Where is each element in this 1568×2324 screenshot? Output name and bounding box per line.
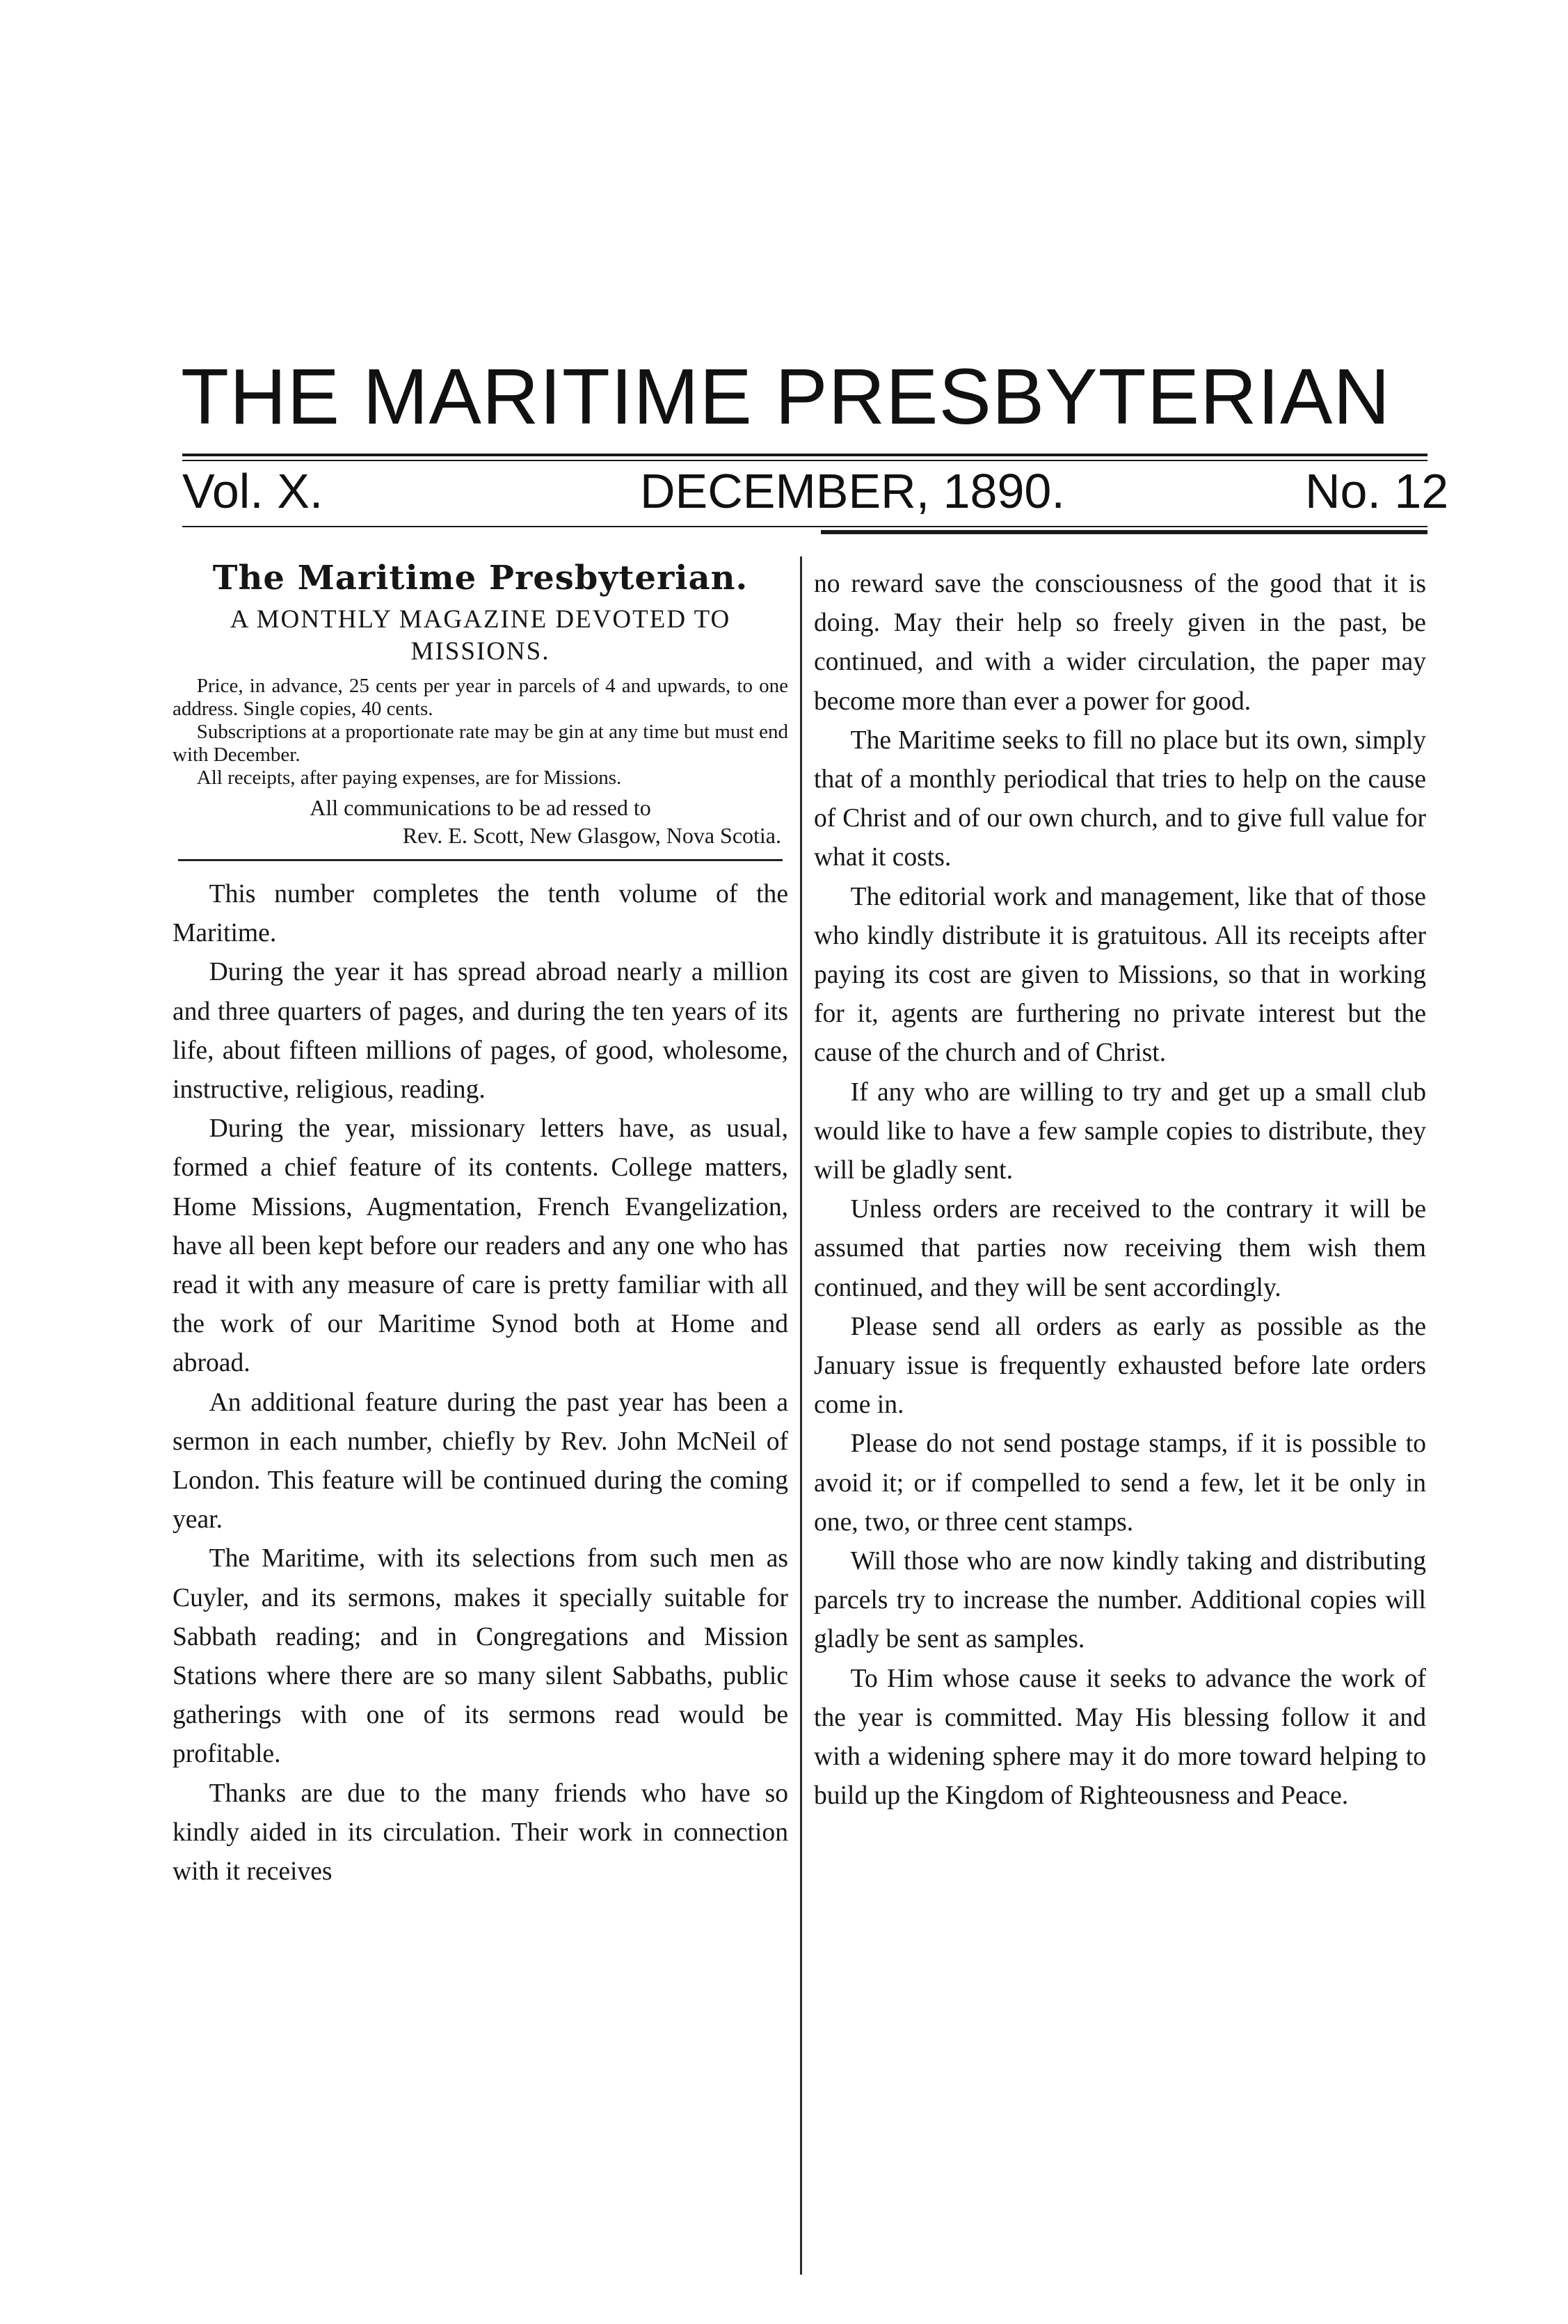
left-paragraph: During the year, missionary letters have, as usual, formed a chief feature of its contents. College matters, Home Missions, Augmentation, French Evangelization, have all been kept before our readers and any one who has read it with any measure of care is pretty familiar with all the work of our Maritime Synod both at Home and abroad. [173,1114,788,1378]
column-divider [800,556,802,2275]
info-box-rule [178,859,783,861]
left-paragraph: The Maritime, with its selections from such men as Cuyler, and its sermons, makes it specially suitable for Sabbath reading; and in Congregations and Mission Stations where there are so many silent Sabbaths, public gatherings with one of its sermons read would be profitable. [173,1544,788,1769]
masthead-title: THE MARITIME PRESBYTERIAN [181,353,1391,440]
issue-date: DECEMBER, 1890. [640,464,1065,518]
right-paragraph: Unless orders are received to the contrary it will be assumed that parties now receiving them wish them continued, and they will be sent accordingly. [814,1195,1426,1302]
left-paragraph: An additional feature during the past year has been a sermon in each number, chiefly by Rev. John McNeil of London. This feature will be continued during the coming year. [173,1388,788,1534]
right-paragraph: The editorial work and management, like that of those who kindly distribute it is gratuitous. All its receipts after paying its cost are given to Missions, so that in working for it, agents are furthering no private interest but the cause of the church and of Christ. [814,882,1426,1068]
subscription-notice: Subscriptions at a proportionate rate may be gin at any time but must end with December. [173,721,788,766]
right-paragraph: Will those who are now kindly taking and distributing parcels try to increase the number. Additional copies will gladly be sent as samples. [814,1547,1426,1654]
right-paragraph: The Maritime seeks to fill no place but its own, simply that of a monthly periodical that tries to help on the cause of Christ and of our own church, and to give full value for what it costs. [814,726,1426,872]
left-column [173,556,788,1891]
left-paragraph: Thanks are due to the many friends who have so kindly aided in its circulation. Their work in connection with it receives [173,1779,788,1886]
right-column [814,565,1426,1816]
masthead-rule-bottom-thick [821,530,1427,534]
right-paragraph: no reward save the consciousness of the good that it is doing. May their help so freely given in the past, be continued, and with a wider circulation, the paper may become more than ever a power for good. [814,570,1426,716]
communications-notice: All communications to be ad ressed to [310,795,651,820]
right-paragraph: Please send all orders as early as possible as the January issue is frequently exhausted before late orders come in. [814,1312,1426,1420]
masthead-rule-bottom [182,526,1427,527]
right-paragraph: Please do not send postage stamps, if it is possible to avoid it; or if compelled to send a few, let it be only in one, two, or three cent stamps. [814,1429,1426,1537]
magazine-name: The Maritime Presbyterian. [212,559,749,598]
masthead-rule-top-thin [182,460,1427,461]
info-box-details [173,675,788,790]
right-paragraph: To Him whose cause it seeks to advance the work of the year is committed. May His blessing follow it and with a widening sphere may it do more toward helping to build up the Kingdom of Righteousness and Peace. [814,1664,1426,1811]
left-paragraph: During the year it has spread abroad nearly a million and three quarters of pages, and during the ten years of its life, about fifteen millions of pages, of good, wholesome, instructive, religious, reading. [173,958,788,1105]
price-notice: Price, in advance, 25 cents per year in parcels of 4 and upwards, to one address. Single copies, 40 cents. [173,675,788,720]
volume-label: Vol. X. [182,464,323,518]
address-block [173,794,788,849]
issue-number: No. 12 [1305,464,1449,518]
right-paragraph: If any who are willing to try and get up a small club would like to have a few sample copies to distribute, they will be gladly sent. [814,1077,1426,1185]
editor-address: Rev. E. Scott, New Glasgow, Nova Scotia. [402,823,781,848]
receipts-notice: All receipts, after paying expenses, are for Missions. [196,767,622,789]
left-paragraph: This number completes the tenth volume of the Maritime. [173,880,788,948]
masthead-rule-top [182,454,1427,456]
info-box [173,556,788,861]
magazine-subtitle: A MONTHLY MAGAZINE DEVOTED TO MISSIONS. [230,605,731,666]
